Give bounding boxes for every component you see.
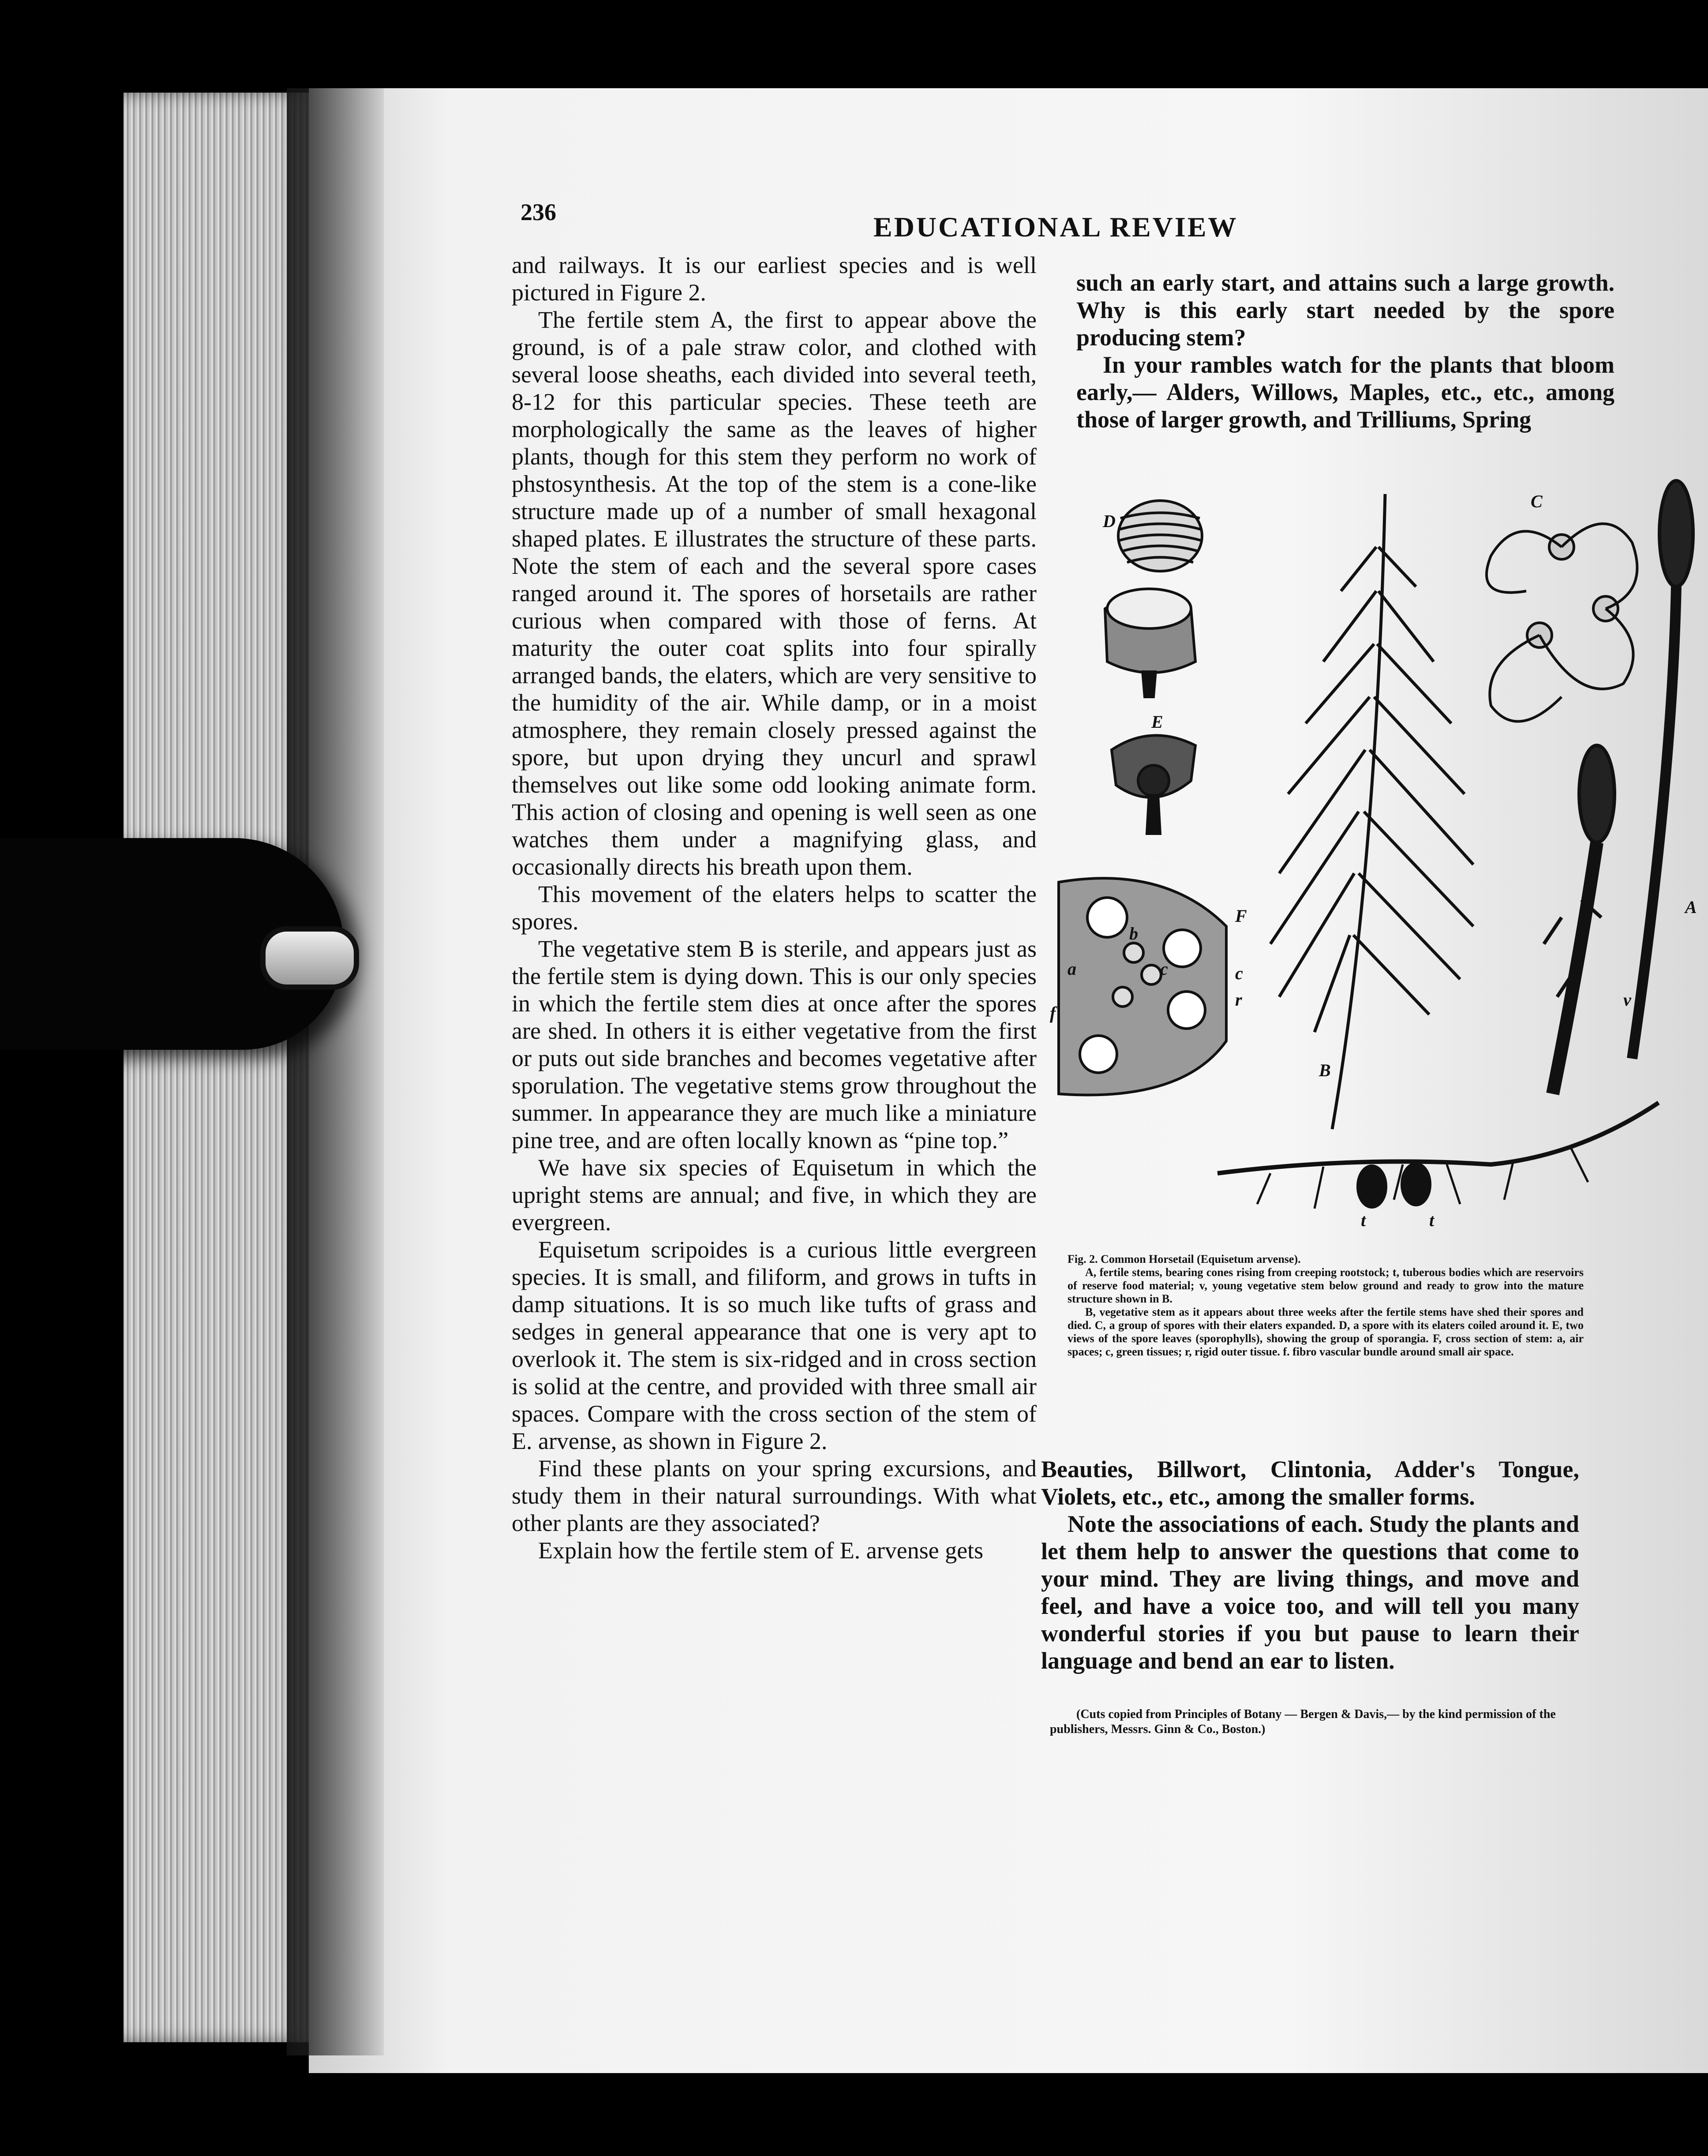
- paragraph: This movement of the elaters helps to scatter the spores.: [512, 881, 1037, 935]
- left-column: [512, 251, 1037, 1564]
- page-edges: [124, 93, 313, 2042]
- label-b-small: b: [1129, 924, 1138, 943]
- paragraph: The fertile stem A, the first to appear above the ground, is of a pale straw color, and clothed with several loose sheaths, each divided into several teeth, 8-12 for this particular species. These teeth are morphologically the same as the leaves of higher plants, though for this stem they perform no work of phstosynthesis. At the top of the stem is a cone-like structure made up of a number of small hexagonal shaped plates. E illustrates the structure of these parts. Note the stem of each and the several spore cases ranged around it. The spores of horsetails are rather curious when compared with those of ferns. At maturity the outer coat splits into four spirally arranged bands, the elaters, which are very sensitive to the humidity of the air. While damp, or in a moist atmosphere, they remain closely pressed against the spore, but upon drying they uncurl and sprawl themselves out like some odd looking animate form. This action of closing and opening is well seen as one watches them under a magnifying glass, and occasionally directs his breath upon them.: [512, 307, 1037, 880]
- rootstock: [1217, 1103, 1659, 1209]
- label-t-left: t: [1361, 1210, 1366, 1230]
- thumbnail: [260, 926, 359, 990]
- figure-caption: [1068, 1253, 1584, 1359]
- page-number: 236: [521, 199, 556, 225]
- label-v: v: [1623, 990, 1631, 1010]
- vegetative-stem-b: [1270, 494, 1473, 1129]
- cross-section-f: [1059, 878, 1226, 1095]
- paragraph: Explain how the fertile stem of E. arvense gets: [538, 1537, 984, 1564]
- label-c-small: c: [1160, 959, 1168, 979]
- paragraph: Equisetum scripoides is a curious little evergreen species. It is small, and filiform, and grows in tufts in damp situations. It is so much like tufts of grass and sedges in general appearance that one is very apt to overlook it. The stem is six-ridged and in cross section is solid at the centre, and provided with three small air spaces. Compare with the cross section of the stem of E. arvense, as shown in Figure 2.: [512, 1236, 1037, 1454]
- paragraph: Beauties, Billwort, Clintonia, Adder's Tongue, Violets, etc., etc., among the smaller forms.: [1041, 1456, 1579, 1510]
- label-c: C: [1531, 491, 1543, 511]
- horsetail-figure: [1050, 476, 1697, 1235]
- label-b: B: [1319, 1060, 1331, 1080]
- label-air-space: a: [1068, 959, 1076, 979]
- paragraph: The vegetative stem B is sterile, and appears just as the fertile stem is dying down. This is our only species in which the fertile stem dies at once after the spores are shed. In others it is either vegetative from the first or puts out side branches and becomes vegetative after sporulation. The vegetative stems grow throughout the summer. In appearance they are much like a miniature pine tree, and are often locally known as “pine top.”: [512, 936, 1037, 1153]
- running-head: EDUCATIONAL REVIEW: [873, 211, 1238, 243]
- right-column-top: [1076, 269, 1614, 433]
- paragraph: Note the associations of each. Study the plants and let them help to answer the questions that come to your mind. They are living things, and move and feel, and have a voice too, and will tell you many wonderful stories if you but pause to learn their language and bend an ear to listen.: [1041, 1511, 1579, 1674]
- paragraph: and railways. It is our earliest species and is well pictured in Figure 2.: [512, 252, 1037, 306]
- right-column-bottom: [1041, 1456, 1579, 1674]
- paragraph: In your rambles watch for the plants that bloom early,— Alders, Willows, Maples, etc., etc., among those of larger growth, and Trilliums, Spring: [1076, 352, 1614, 433]
- spore-coiled-d: [1118, 501, 1202, 571]
- paragraph: such an early start, and attains such a large growth. Why is this early start needed by the spore producing stem?: [1076, 270, 1614, 351]
- label-e: E: [1151, 712, 1163, 732]
- caption-paragraph: A, fertile stems, bearing cones rising from creeping rootstock; t, tuberous bodies which are reservoirs of reserve food material; v, young vegetative stem below ground and ready to grow into the mature structure shown in B.: [1068, 1266, 1584, 1305]
- label-t-right: t: [1429, 1210, 1435, 1230]
- paragraph: Find these plants on your spring excursions, and study them in their natural surroundings. With what other plants are they associated?: [512, 1455, 1037, 1536]
- image-credit: (Cuts copied from Principles of Botany — Bergen & Davis,— by the kind permission of the publishers, Messrs. Ginn & Co., Boston.): [1050, 1707, 1556, 1736]
- label-a: A: [1685, 897, 1697, 917]
- spores-with-elaters-c: [1487, 524, 1637, 721]
- caption-paragraph: B, vegetative stem as it appears about three weeks after the fertile stems have shed their spores and died. C, a group of spores with their elaters expanded. D, a spore with its elaters coiled around it. E, two views of the spore leaves (sporophylls), showing the group of sporangia. F, cross section of stem: a, air spaces; c, green tissues; r, rigid outer tissue. f. fibro vascular bundle around small air space.: [1068, 1306, 1584, 1358]
- caption-title: Fig. 2. Common Horsetail (Equisetum arvense).: [1068, 1253, 1301, 1265]
- label-d: D: [1103, 511, 1116, 531]
- horsetail-illustration: [1050, 476, 1697, 1235]
- binding-shadow: [287, 88, 384, 2055]
- label-f: F: [1235, 906, 1247, 926]
- sporophyll-e: [1105, 589, 1195, 834]
- paragraph: We have six species of Equisetum in which the upright stems are annual; and five, in which they are evergreen.: [512, 1154, 1037, 1235]
- label-c-side: c: [1235, 963, 1243, 983]
- fertile-stems-a: [1544, 481, 1693, 1094]
- label-r-side: r: [1235, 990, 1242, 1010]
- label-f-small: f: [1050, 1003, 1056, 1023]
